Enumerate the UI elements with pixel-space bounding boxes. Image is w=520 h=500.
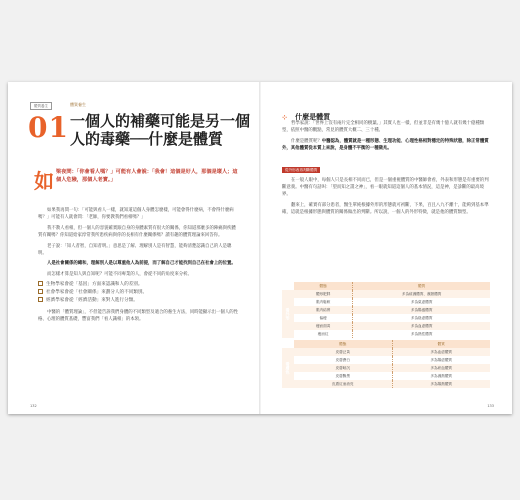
paragraph: 我不教人看相，但一個人的容貌確實跟自身的身體素質有很大的關係，你知道那麼多的陣痛與疾體質有關嗎？你知道給家淳常我所患疾病與你的長相有什麼關係嗎？讀有趣的體質理論來回答你。 bbox=[38, 225, 236, 239]
bullet-item: 經濟學家會從「經濟活動」來對人進行分類。 bbox=[38, 297, 238, 305]
square-bullet-icon bbox=[38, 289, 43, 294]
bullet-list bbox=[38, 281, 238, 304]
left-page bbox=[8, 82, 260, 414]
right-body bbox=[282, 120, 490, 220]
paragraph: 在一般人眼中，每個人只是長相不同而已，但是一個重視體質的中醫師會看，外表和形態是有重要的判斷意義。中醫有句話叫：「望而知之謂之神」，看一眼就知道這個人的基本情況，這是神，是診斷的最高境界。 bbox=[282, 177, 489, 198]
square-bullet-icon bbox=[38, 297, 43, 302]
left-body bbox=[38, 207, 238, 326]
table-header: 體態 bbox=[294, 282, 353, 290]
right-page bbox=[260, 82, 512, 414]
bullet-item: 生物學家會從「基因」方面來認識和人的差別。 bbox=[38, 281, 238, 289]
section-title: 什麼是體質 bbox=[295, 113, 331, 121]
table-row: 看膚色 皮膚泛黃 多為血虛體質 bbox=[282, 348, 490, 356]
section-marker-icon: ⊹ bbox=[282, 114, 288, 121]
page-number-left: 132 bbox=[30, 404, 37, 408]
paragraph: 哲學家說：「世界上沒有兩片完全相同的樹葉。」其實人也一樣，但並非是有幾十億人就有幾十億種類型，依照中醫的觀點，常見的體質大概二、三十種。 bbox=[282, 121, 485, 134]
table-row: 皮膚暗沉 多為瘀血體質 bbox=[282, 364, 490, 372]
table-header: 體質 bbox=[353, 282, 490, 290]
table-row: 瘦而面黃 多為血虛體質 bbox=[282, 322, 490, 330]
chapter-tag: 體質養生 bbox=[30, 102, 52, 110]
table-row: 肌肉結實 多為陽盛體質 bbox=[282, 306, 490, 314]
book-spread bbox=[8, 82, 512, 414]
row-group-label: 看膚色 bbox=[282, 348, 294, 388]
table-shape bbox=[282, 282, 490, 338]
table-row: 皮膚蒼白 多為陽虛體質 bbox=[282, 356, 490, 364]
page-number-right: 133 bbox=[487, 404, 494, 408]
paragraph: 如果我再問一句：「可能與看人一樣，就知道這個人身體怎麼樣，可能會得什麼病，不會得什麼病嗎？」可能有人就會問：「老師，你要教我們看相嗎？」 bbox=[38, 208, 234, 221]
paragraph: 中醫的「體質理論」，不但能告訴我們身體的不同類型及適合的養生方法，同時能顯示出一個人的性格、心理的體質基礎，豐富我們「看人識相」的本領。 bbox=[38, 309, 238, 323]
quote-text: 梁夜問：「你會看人嗎？」可能有人會說：「我會！這個是好人，那個是壞人；這個人危險，那個人老實。」 bbox=[56, 169, 238, 183]
chapter-title: 一個人的補藥可能是另一個人的毒藥──什麼是體質 bbox=[70, 112, 251, 148]
table-header: 體質 bbox=[392, 340, 490, 348]
bold-paragraph: 人是社會關係的總和，理解別人是以尊重他人為前提，而了解自己才能找到自己在社會上的位置。 bbox=[47, 261, 236, 267]
paragraph: 而怎樣才算是知人與自知呢？可能不同專業的人，會從不同的角度來分析。 bbox=[47, 271, 192, 277]
opening-quote bbox=[34, 168, 238, 193]
chapter-subtitle: 體質養生 bbox=[70, 102, 86, 107]
table-header: 體態 bbox=[294, 340, 392, 348]
table-row: 偏瘦 多為陰虛體質 bbox=[282, 314, 490, 322]
table-row: 瘦而紅 多為熱性體質 bbox=[282, 330, 490, 338]
table-row: 皮膚紅而油亮 多為陽熱體質 bbox=[282, 380, 490, 388]
table-row: 肌肉鬆軟 多為氣虛體質 bbox=[282, 298, 490, 306]
table-row: 看外形 體形肥胖 多為痰濕體質、濕熱體質 bbox=[282, 290, 490, 298]
chapter-number: 01 bbox=[28, 111, 69, 144]
bullet-item: 社會學家會從「社會關係」來劃分人的不同類別。 bbox=[38, 289, 238, 297]
definition-paragraph: 什麼是體質呢？中醫認為，體質就是一種形態、生理功能、心理性格相對穩定的特殊狀態，除正常體質外，其他體質從本質上來說，是身體不平衡的一種徵兆。 bbox=[282, 138, 489, 152]
subheading-badge: 從外形表再判斷體質 bbox=[282, 167, 320, 173]
square-bullet-icon bbox=[38, 281, 43, 286]
row-group-label: 看外形 bbox=[282, 290, 294, 338]
table-row: 皮膚黝黑 多為濕熱體質 bbox=[282, 372, 490, 380]
table-skin bbox=[282, 340, 490, 388]
paragraph: 老子說：「知人者智，自知者明。」意思是了解、理解別人是有智慧，能夠清楚認識自己的人是聰明。 bbox=[38, 243, 232, 257]
paragraph: 翻來上，確實有部分患者，醫生單純根據外形的形態就可初斷，下果，百且八九不離十，能夠到基本準確，這就是根據形態與體質的關係做出的判斷。所以說，一個人的外形特徵，就是他的體質類型。 bbox=[282, 202, 489, 216]
drop-cap: 如 bbox=[34, 169, 54, 193]
